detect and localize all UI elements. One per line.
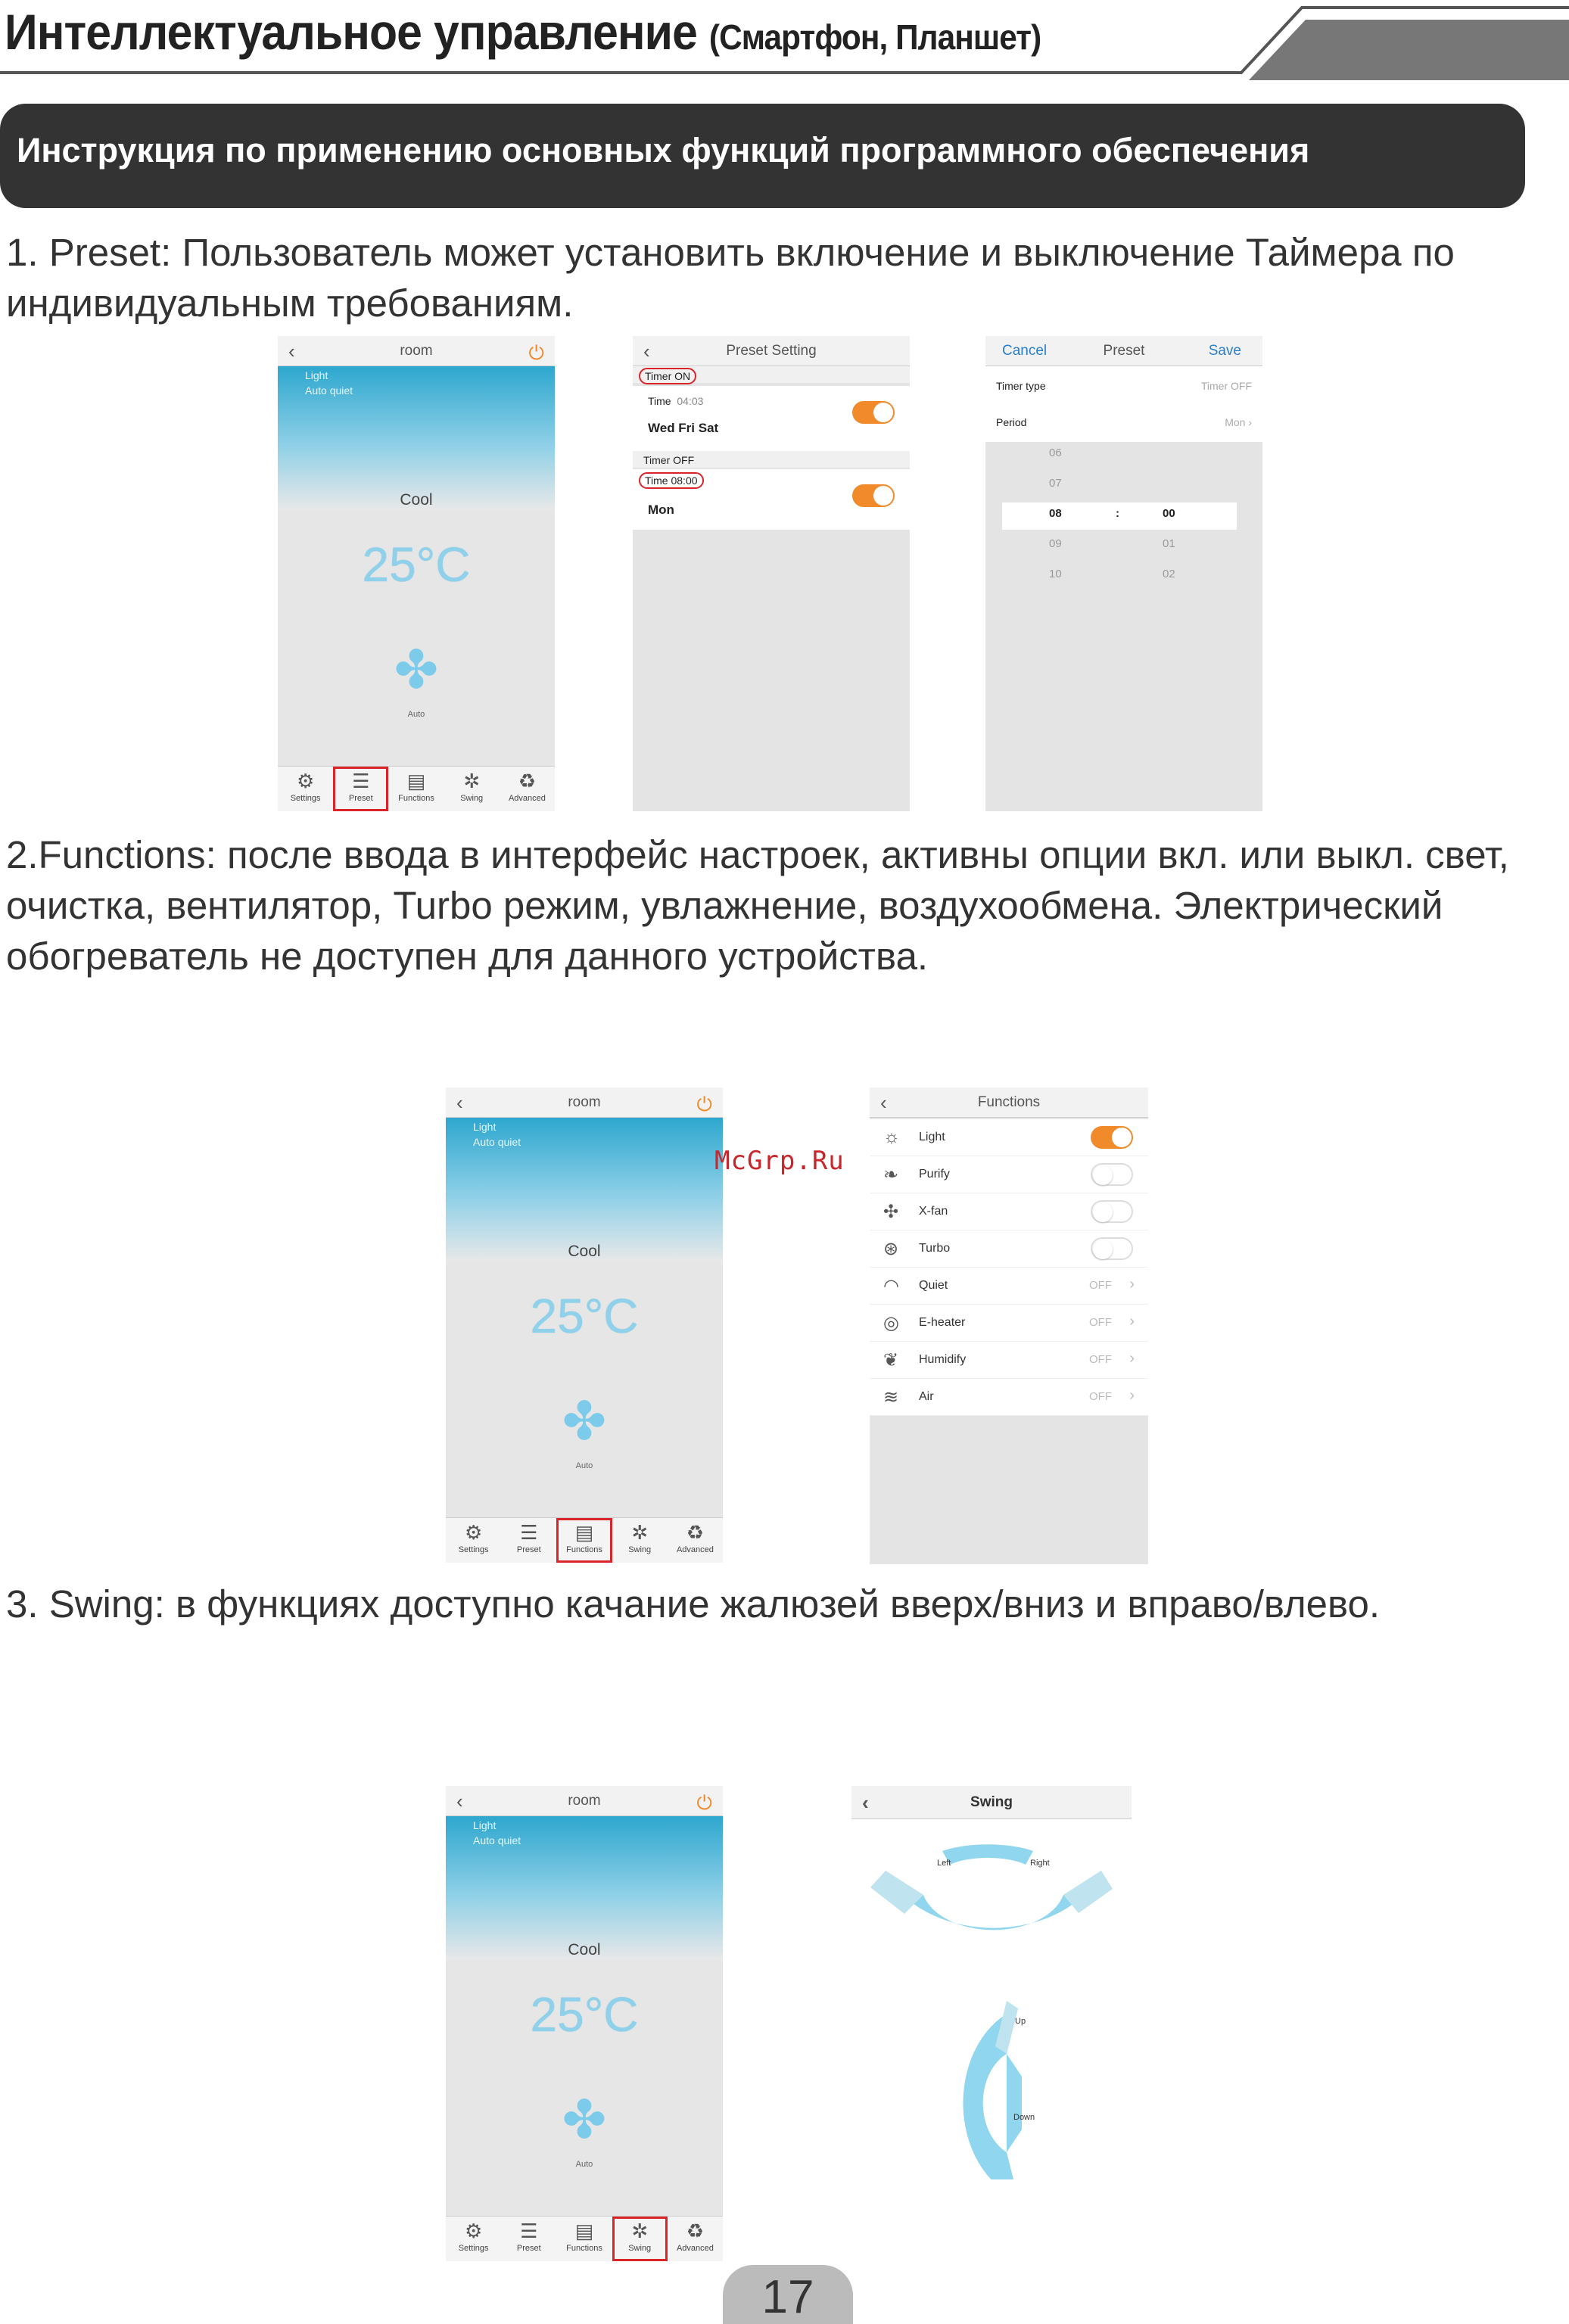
minute-02[interactable]: 02 xyxy=(1163,568,1175,580)
document-icon: ▤ xyxy=(574,2220,594,2242)
page-number: 17 xyxy=(723,2265,853,2324)
heater-icon: ◎ xyxy=(883,1313,899,1333)
app-header: Cancel Preset Save xyxy=(985,336,1262,366)
timer-off-label: Timer OFF xyxy=(643,454,695,466)
function-row-quiet[interactable]: ◠ Quiet OFF › xyxy=(870,1268,1148,1305)
gear-icon: ⚙ xyxy=(296,770,315,792)
light-label: Light xyxy=(473,1819,497,1831)
fan-icon[interactable]: ✤ xyxy=(562,1392,607,1451)
document-icon: ▤ xyxy=(574,1521,594,1544)
chevron-left-icon[interactable]: ‹ xyxy=(288,340,295,362)
hour-10[interactable]: 10 xyxy=(1049,568,1062,580)
mode-label: Cool xyxy=(568,1243,601,1260)
fan-icon[interactable]: ✤ xyxy=(562,2090,607,2149)
tab-swing[interactable]: ✲ Swing xyxy=(612,2217,668,2261)
tab-advanced[interactable]: ♻ Advanced xyxy=(668,2217,723,2261)
app-header: ‹ Functions xyxy=(870,1087,1148,1118)
function-row-eheater[interactable]: ◎ E-heater OFF › xyxy=(870,1305,1148,1342)
functions-screen xyxy=(870,1087,1148,1564)
mode-label: Cool xyxy=(568,1941,601,1958)
bulb-icon: ☼ xyxy=(883,1127,900,1147)
swing-icon: ✲ xyxy=(631,2220,649,2242)
time-off: Time 08:00 xyxy=(639,472,704,489)
main-screen-3 xyxy=(446,1786,723,2261)
tab-swing[interactable]: ✲ Swing xyxy=(612,1518,668,1563)
tab-advanced[interactable]: ♻ Advanced xyxy=(500,767,555,811)
list-icon: ☰ xyxy=(520,2220,538,2242)
document-icon: ▤ xyxy=(406,770,426,792)
header-rule xyxy=(0,0,1569,83)
chevron-left-icon[interactable]: ‹ xyxy=(862,1791,869,1814)
tab-preset[interactable]: ☰ Preset xyxy=(501,2217,556,2261)
chevron-right-icon: › xyxy=(1129,1350,1135,1367)
tab-bar xyxy=(446,2216,723,2261)
timer-type-value[interactable]: Timer OFF xyxy=(1200,380,1252,392)
section-2-text: 2.Functions: после ввода в интерфейс настроек, активны опции вкл. или выкл. свет, очистка, вентилятор, Turbo режим, увлажнение, воздухообмена. Электрический обогреватель не доступен для данного устройства. xyxy=(6,833,1509,978)
quiet-label: Auto quiet xyxy=(473,1136,521,1148)
recycle-icon: ♻ xyxy=(686,1521,705,1544)
section-1-text: 1. Preset: Пользователь может установить включение и выключение Таймера по индивидуальным требованиям. xyxy=(6,231,1455,325)
light-label: Light xyxy=(473,1121,497,1133)
page-subtitle: (Смартфон, Планшет) xyxy=(708,17,1041,57)
preset-setting-screen xyxy=(633,336,910,811)
tab-functions[interactable]: ▤ Functions xyxy=(556,2217,612,2261)
tab-preset[interactable]: ☰ Preset xyxy=(501,1518,556,1563)
chevron-left-icon[interactable]: ‹ xyxy=(643,340,650,362)
power-icon[interactable]: ⏻ xyxy=(528,341,544,364)
swing-controls xyxy=(851,1819,1132,2179)
drop-icon: ❦ xyxy=(883,1350,899,1370)
timer-on-toggle[interactable] xyxy=(852,401,895,424)
hour-08[interactable]: 08 xyxy=(1049,507,1062,520)
chevron-left-icon[interactable]: ‹ xyxy=(456,1790,463,1812)
tab-bar xyxy=(278,766,555,811)
timer-on-label: Timer ON xyxy=(639,368,696,384)
save-button[interactable]: Save xyxy=(1208,343,1241,359)
chevron-right-icon: › xyxy=(1129,1387,1135,1404)
swing-down-label: Down xyxy=(1013,2113,1035,2122)
function-row-air[interactable]: ≋ Air OFF › xyxy=(870,1379,1148,1416)
main-screen-2 xyxy=(446,1087,723,1563)
fan-small-icon: ✣ xyxy=(883,1202,899,1222)
fan-mode-label: Auto xyxy=(407,710,425,719)
xfan-toggle[interactable] xyxy=(1091,1200,1133,1223)
tab-functions[interactable]: ▤ Functions xyxy=(388,767,444,811)
app-header: ‹ Preset Setting xyxy=(633,336,910,366)
tab-advanced[interactable]: ♻ Advanced xyxy=(668,1518,723,1563)
period-value[interactable]: Mon › xyxy=(1225,416,1252,428)
preset-edit-screen xyxy=(985,336,1262,811)
list-icon: ☰ xyxy=(520,1521,538,1544)
days-on: Wed Fri Sat xyxy=(648,421,719,435)
tab-swing[interactable]: ✲ Swing xyxy=(444,767,500,811)
function-row-turbo[interactable]: ⊛ Turbo xyxy=(870,1230,1148,1268)
app-header: ‹ room ⏻ xyxy=(446,1087,723,1118)
gear-icon: ⚙ xyxy=(464,2220,483,2242)
power-icon[interactable]: ⏻ xyxy=(696,1791,712,1814)
fan-mode-label: Auto xyxy=(575,2160,593,2169)
leaf-icon: ❧ xyxy=(883,1165,899,1185)
period-label: Period xyxy=(996,416,1027,428)
tab-settings[interactable]: ⚙ Settings xyxy=(278,767,333,811)
gear-icon: ⚙ xyxy=(464,1521,483,1544)
section-banner: Инструкция по применению основных функций программного обеспечения xyxy=(0,104,1525,208)
fan-mode-label: Auto xyxy=(575,1461,593,1470)
watermark: McGrp.Ru xyxy=(714,1146,845,1176)
light-label: Light xyxy=(305,369,328,381)
purify-toggle[interactable] xyxy=(1091,1163,1133,1186)
temperature: 25°C xyxy=(530,1987,639,2042)
mode-label: Cool xyxy=(400,491,433,509)
quiet-label: Auto quiet xyxy=(305,384,353,397)
chevron-right-icon: › xyxy=(1129,1276,1135,1293)
app-header: ‹ room ⏻ xyxy=(446,1786,723,1816)
hour-06[interactable]: 06 xyxy=(1049,446,1062,459)
hour-09[interactable]: 09 xyxy=(1049,537,1062,550)
swing-up-label: Up xyxy=(1015,2017,1026,2026)
turbo-icon: ⊛ xyxy=(883,1239,899,1259)
function-row-xfan[interactable]: ✣ X-fan xyxy=(870,1193,1148,1230)
chevron-left-icon[interactable]: ‹ xyxy=(880,1091,887,1114)
chevron-left-icon[interactable]: ‹ xyxy=(456,1091,463,1114)
minute-00[interactable]: 00 xyxy=(1163,507,1175,520)
cancel-button[interactable]: Cancel xyxy=(1002,343,1048,359)
days-off: Mon xyxy=(648,502,674,517)
recycle-icon: ♻ xyxy=(518,770,537,792)
turbo-toggle[interactable] xyxy=(1091,1237,1133,1260)
light-toggle[interactable] xyxy=(1091,1126,1133,1149)
timer-off-toggle[interactable] xyxy=(852,484,895,507)
section-3-text: 3. Swing: в функциях доступно качание жалюзей вверх/вниз и вправо/влево. xyxy=(6,1582,1381,1626)
fan-icon[interactable]: ✤ xyxy=(394,640,439,699)
temperature: 25°C xyxy=(362,537,471,592)
tab-functions[interactable]: ▤ Functions xyxy=(556,1518,612,1563)
recycle-icon: ♻ xyxy=(686,2220,705,2242)
swing-icon: ✲ xyxy=(631,1521,649,1544)
app-header: ‹ room ⏻ xyxy=(278,336,555,366)
swing-screen xyxy=(851,1786,1132,2179)
temperature: 25°C xyxy=(530,1289,639,1343)
swing-left-label: Left xyxy=(937,1859,951,1868)
tab-settings[interactable]: ⚙ Settings xyxy=(446,2217,501,2261)
tab-bar xyxy=(446,1517,723,1563)
main-screen-1 xyxy=(278,336,555,811)
quiet-label: Auto quiet xyxy=(473,1834,521,1846)
minute-01[interactable]: 01 xyxy=(1163,537,1175,550)
timer-type-label: Timer type xyxy=(996,380,1046,392)
air-icon: ≋ xyxy=(883,1387,899,1408)
function-row-light[interactable]: ☼ Light xyxy=(870,1119,1148,1156)
time-on: Time 04:03 xyxy=(648,395,704,407)
function-row-humidify[interactable]: ❦ Humidify OFF › xyxy=(870,1342,1148,1379)
tab-preset[interactable]: ☰ Preset xyxy=(333,767,388,811)
time-separator: : xyxy=(1116,507,1119,520)
app-header: ‹ Swing xyxy=(851,1786,1132,1819)
headphones-icon: ◠ xyxy=(883,1276,899,1296)
swing-right-label: Right xyxy=(1030,1859,1050,1868)
list-icon: ☰ xyxy=(352,770,370,792)
page-title: Интеллектуальное управление (Смартфон, Планшет) xyxy=(5,4,1041,60)
chevron-right-icon: › xyxy=(1129,1313,1135,1330)
function-row-purify[interactable]: ❧ Purify xyxy=(870,1156,1148,1193)
hour-07[interactable]: 07 xyxy=(1049,477,1062,490)
tab-settings[interactable]: ⚙ Settings xyxy=(446,1518,501,1563)
power-icon[interactable]: ⏻ xyxy=(696,1093,712,1115)
swing-icon: ✲ xyxy=(463,770,481,792)
